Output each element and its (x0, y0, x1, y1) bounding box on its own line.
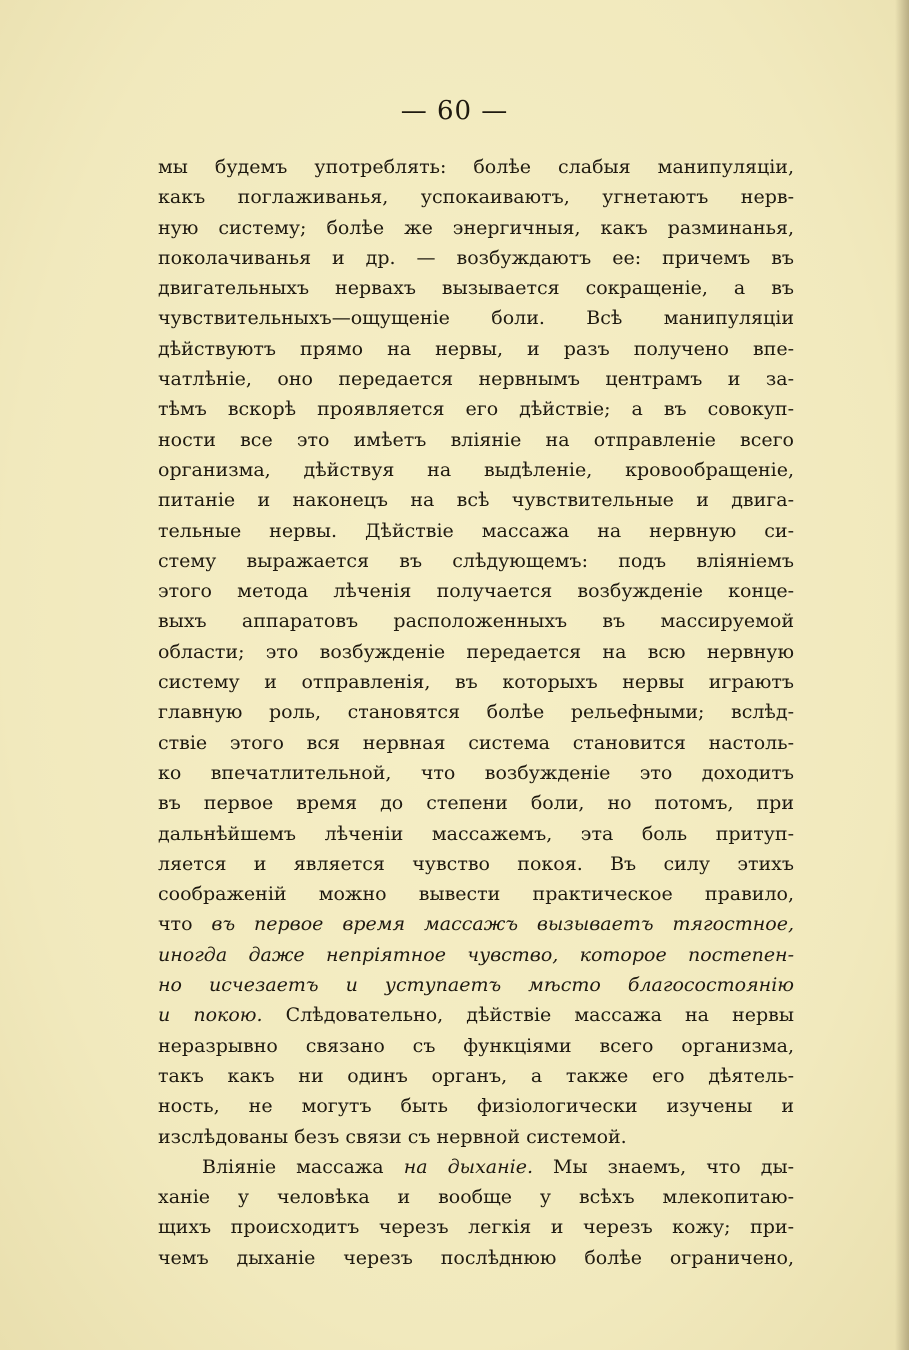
text-line: щихъ происходитъ черезъ легкія и черезъ кожу; при- (158, 1216, 794, 1239)
text-line: поколачиванья и др. — возбуждаютъ ее: причемъ въ (158, 246, 794, 269)
text-line: питаніе и наконецъ на всѣ чувствительные и двига- (158, 489, 794, 512)
body-text (158, 152, 794, 1273)
emphasized-text: въ первое время массажъ вызываетъ тягостное, (211, 913, 794, 936)
text-line: неразрывно связано съ функціями всего организма, (158, 1034, 794, 1057)
text-line: ствіе этого вся нервная система становится настоль- (158, 731, 794, 754)
text-line: ляется и является чувство покоя. Въ силу этихъ (158, 852, 794, 875)
text-line: организма, дѣйствуя на выдѣленіе, кровообращеніе, (158, 458, 794, 481)
text-run: что (158, 913, 212, 936)
text-run: Вліяніе массажа (202, 1155, 404, 1178)
text-line-with-emphasis (158, 1000, 794, 1030)
text-line: чатлѣніе, оно передается нервнымъ центрамъ и за- (158, 368, 794, 391)
text-line: ную систему; болѣе же энергичныя, какъ разминанья, (158, 216, 794, 239)
emphasized-text: и покою. (158, 1004, 263, 1027)
text-line-with-emphasis (158, 909, 794, 939)
text-line: мы будемъ употреблять: болѣе слабыя манипуляціи, (158, 156, 794, 178)
text-line: тѣмъ вскорѣ проявляется его дѣйствіе; а въ совокуп- (158, 398, 794, 421)
text-line: ность, не могутъ быть физіологически изучены и (158, 1095, 794, 1118)
paragraph-last-line: изслѣдованы безъ связи съ нервной системой. (158, 1125, 627, 1148)
text-line: дальнѣйшемъ лѣченіи массажемъ, эта боль притуп- (158, 822, 794, 845)
text-line: ко впечатлительной, что возбужденіе это доходитъ (158, 761, 794, 784)
text-run: Слѣдовательно, дѣйствіе массажа на нервы (262, 1004, 794, 1027)
text-line: выхъ аппаратовъ расположенныхъ въ массируемой (158, 610, 794, 633)
page-number-header: — 60 — (400, 96, 509, 126)
text-line: главную роль, становятся болѣе рельефными; вслѣд- (158, 701, 794, 724)
text-line: ности все это имѣетъ вліяніе на отправленіе всего (158, 428, 794, 451)
emphasized-text-line: но исчезаетъ и уступаетъ мѣсто благосостоянію (158, 974, 794, 997)
section-lead-emphasis: на дыханіе. (403, 1155, 534, 1178)
text-line: ханіе у человѣка и вообще у всѣхъ млекопитаю- (158, 1186, 794, 1209)
paragraph-first-line (158, 1152, 794, 1182)
text-line: соображеній можно вывести практическое правило, (158, 883, 794, 906)
text-line: какъ поглаживанья, успокаиваютъ, угнетаютъ нерв- (158, 186, 794, 209)
text-line: этого метода лѣченія получается возбужденіе конце- (158, 580, 794, 603)
text-line: систему и отправленія, въ которыхъ нервы играютъ (158, 671, 794, 694)
text-line: чувствительныхъ—ощущеніе боли. Всѣ манипуляціи (158, 307, 794, 330)
text-line: чемъ дыханіе черезъ послѣднюю болѣе ограничено, (158, 1246, 794, 1269)
text-run: Мы знаемъ, что ды- (533, 1155, 794, 1178)
text-line: стему выражается въ слѣдующемъ: подъ вліяніемъ (158, 549, 794, 572)
text-line: области; это возбужденіе передается на всю нервную (158, 640, 794, 663)
text-line: дѣйствуютъ прямо на нервы, и разъ получено впе- (158, 337, 794, 360)
text-line: такъ какъ ни одинъ органъ, а также его дѣятель- (158, 1064, 794, 1087)
emphasized-text-line: иногда даже непріятное чувство, которое постепен- (158, 943, 794, 966)
page-edge-shadow (895, 0, 909, 1350)
text-line: въ первое время до степени боли, но потомъ, при (158, 792, 794, 815)
text-line: тельные нервы. Дѣйствіе массажа на нервную си- (158, 519, 794, 542)
text-line: двигательныхъ нервахъ вызывается сокращеніе, а въ (158, 277, 794, 300)
